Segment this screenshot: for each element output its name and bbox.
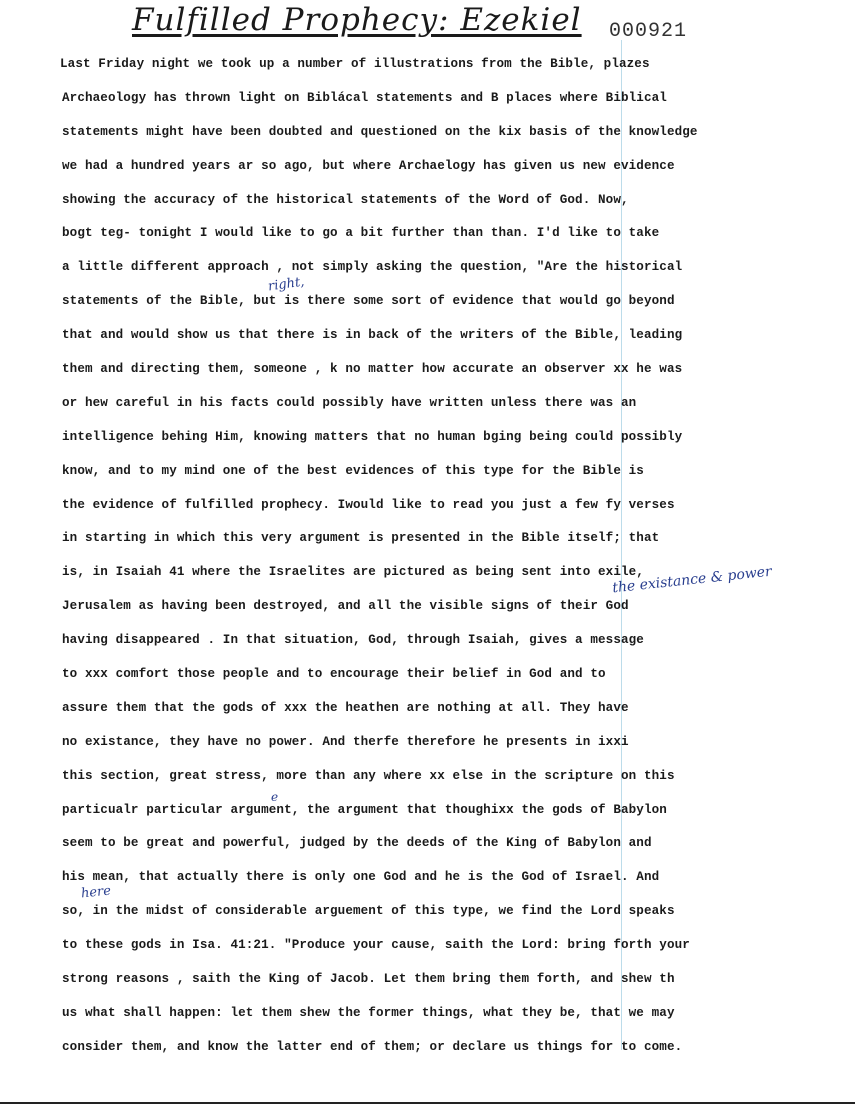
text-line: so, in the midst of considerable arguement of this type, we find the Lord speaks [62,904,675,919]
text-line: Archaeology has thrown light on Biblácal statements and B places where Biblical [62,90,667,105]
text-line: assure them that the gods of xxx the heathen are nothing at all. They have [62,700,629,715]
text-line: seem to be great and powerful, judged by the deeds of the King of Babylon and [62,836,652,851]
text-line: strong reasons , saith the King of Jacob. Let them bring them forth, and shew th [62,972,675,987]
text-line: the evidence of fulfilled prophecy. Iwould like to read you just a few fy verses [62,497,675,512]
text-line: intelligence behing Him, knowing matters that no human bging being could possibly [62,429,683,444]
text-line: having disappeared . In that situation, God, through Isaiah, gives a message [62,633,644,648]
handwritten-title: Fulfilled Prophecy: Ezekiel [132,2,582,38]
handwritten-annotation-existence: the existance & power [611,563,773,597]
text-line: Last Friday night we took up a number of illustrations from the Bible, plazes [60,57,650,71]
typed-text-body [62,53,852,1070]
handwritten-annotation-here: here [80,883,112,902]
text-line: Jerusalem as having been destroyed, and all the visible signs of their God [62,599,629,614]
text-line: in starting in which this very argument is presented in the Bible itself; that [62,531,660,546]
text-line: to xxx comfort those people and to encourage their belief in God and to [62,667,606,682]
text-line: particualr particular argument, the argument that thoughixx the gods of Babylon [62,802,667,817]
document-number: 000921 [609,20,688,43]
handwritten-annotation-right: right, [267,274,306,295]
text-line: that and would show us that there is in back of the writers of the Bible, leading [62,328,683,343]
text-line: is, in Isaiah 41 where the Israelites are pictured as being sent into exile, [62,565,644,580]
text-line: statements of the Bible, but is there some sort of evidence that would go beyond [62,294,675,309]
text-line: we had a hundred years ar so ago, but where Archaelogy has given us new evidence [62,158,675,173]
text-line: showing the accuracy of the historical statements of the Word of God. Now, [62,192,629,207]
text-line: his mean, that actually there is only one God and he is the God of Israel. And [62,870,660,885]
text-line: bogt teg- tonight I would like to go a bit further than than. I'd like to take [62,226,660,241]
text-line: statements might have been doubted and questioned on the kix basis of the knowledge [62,124,698,139]
text-line: us what shall happen: let them shew the former things, what they be, that we may [62,1005,675,1020]
text-line: know, and to my mind one of the best evidences of this type for the Bible is [62,463,644,478]
page-bottom-rule [0,1102,855,1104]
text-line: this section, great stress, more than any where xx else in the scripture on this [62,768,675,783]
handwritten-annotation-e: e [271,790,279,804]
text-line: to these gods in Isa. 41:21. "Produce your cause, saith the Lord: bring forth your [62,938,690,953]
text-line: or hew careful in his facts could possibly have written unless there was an [62,395,637,410]
text-line: consider them, and know the latter end of them; or declare us things for to come. [62,1039,683,1054]
text-line: no existance, they have no power. And therfe therefore he presents in ixxi [62,734,629,749]
text-line: them and directing them, someone , k no matter how accurate an observer xx he was [62,362,683,377]
text-line: a little different approach , not simply asking the question, "Are the historical [62,260,683,275]
